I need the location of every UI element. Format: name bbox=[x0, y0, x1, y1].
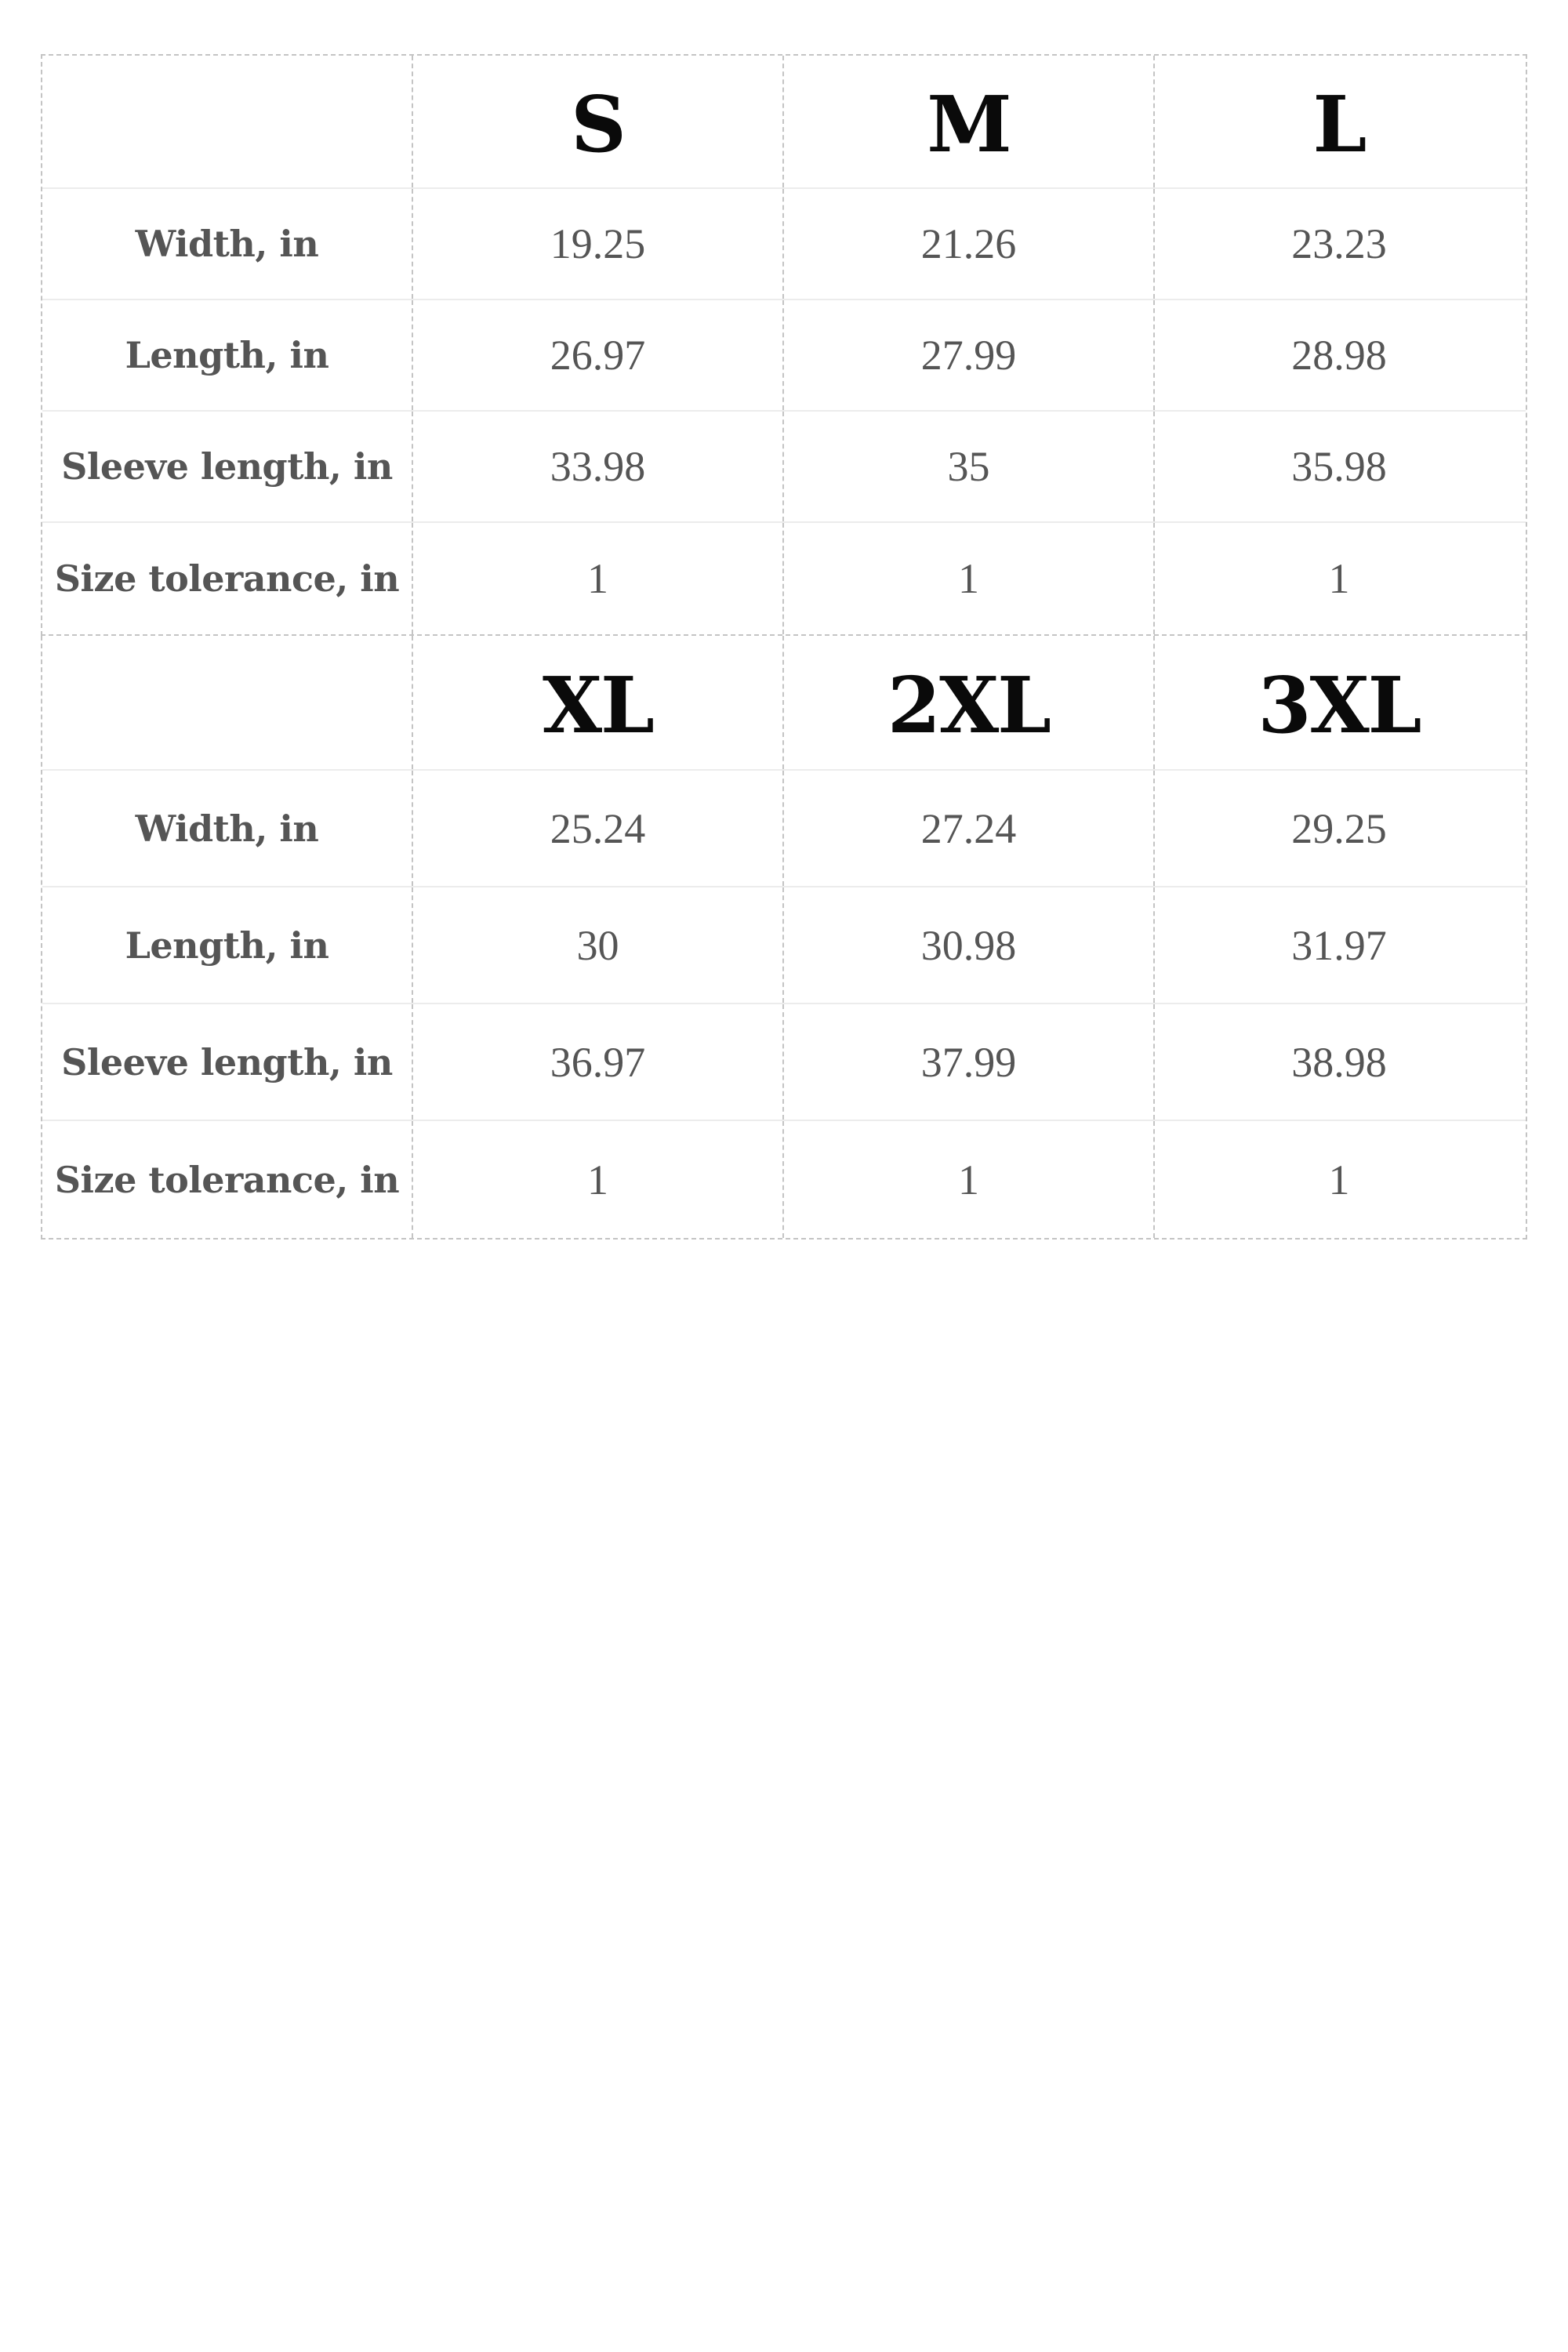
value-m-length: 27.99 bbox=[920, 332, 1017, 379]
value-3xl-sleeve-length: 38.98 bbox=[1291, 1038, 1387, 1086]
table-row-length bbox=[42, 887, 1526, 1004]
row-label-cell bbox=[42, 887, 413, 1003]
value-cell bbox=[413, 523, 784, 634]
row-label-sleeve-length: Sleeve length, in bbox=[61, 445, 393, 488]
row-label-width: Width, in bbox=[135, 223, 319, 265]
table-row-width bbox=[42, 771, 1526, 887]
value-cell bbox=[413, 887, 784, 1003]
table-row-size-tolerance bbox=[42, 523, 1526, 634]
size-chart-table bbox=[41, 54, 1527, 1240]
value-l-length: 28.98 bbox=[1291, 332, 1387, 379]
value-cell bbox=[784, 189, 1155, 299]
value-cell bbox=[1155, 1121, 1523, 1238]
value-cell bbox=[413, 189, 784, 299]
size-header-row bbox=[42, 636, 1526, 771]
value-cell bbox=[784, 1121, 1155, 1238]
value-s-length: 26.97 bbox=[550, 332, 646, 379]
size-label-l: L bbox=[1312, 79, 1366, 170]
corner-cell bbox=[42, 636, 413, 769]
value-cell bbox=[413, 771, 784, 886]
value-cell bbox=[784, 300, 1155, 410]
row-label-cell bbox=[42, 300, 413, 410]
value-3xl-length: 31.97 bbox=[1291, 921, 1387, 969]
value-xl-width: 25.24 bbox=[550, 804, 646, 852]
row-label-length: Length, in bbox=[125, 924, 329, 967]
row-label-cell bbox=[42, 523, 413, 634]
size-header-cell bbox=[1155, 636, 1523, 769]
value-cell bbox=[1155, 771, 1523, 886]
table-row-size-tolerance bbox=[42, 1121, 1526, 1238]
value-cell bbox=[784, 771, 1155, 886]
table-row-sleeve-length bbox=[42, 412, 1526, 523]
row-label-cell bbox=[42, 189, 413, 299]
value-cell bbox=[1155, 887, 1523, 1003]
value-3xl-width: 29.25 bbox=[1291, 804, 1387, 852]
row-label-width: Width, in bbox=[135, 807, 319, 850]
value-3xl-size-tolerance: 1 bbox=[1328, 1156, 1350, 1203]
size-header-cell bbox=[413, 636, 784, 769]
value-2xl-size-tolerance: 1 bbox=[958, 1156, 979, 1203]
table-row-length bbox=[42, 300, 1526, 412]
table-row-width bbox=[42, 189, 1526, 300]
value-cell bbox=[413, 1121, 784, 1238]
value-cell bbox=[1155, 412, 1523, 521]
value-2xl-length: 30.98 bbox=[920, 921, 1017, 969]
size-label-m: M bbox=[927, 79, 1011, 170]
value-2xl-sleeve-length: 37.99 bbox=[920, 1038, 1017, 1086]
size-label-2xl: 2XL bbox=[887, 660, 1051, 751]
value-cell bbox=[1155, 1004, 1523, 1120]
row-label-cell bbox=[42, 1121, 413, 1238]
size-header-cell bbox=[784, 636, 1155, 769]
value-cell bbox=[784, 412, 1155, 521]
value-m-width: 21.26 bbox=[920, 220, 1017, 267]
value-2xl-width: 27.24 bbox=[920, 804, 1017, 852]
size-block-xl-2xl-3xl bbox=[41, 636, 1527, 1240]
size-label-s: S bbox=[571, 79, 625, 170]
value-cell bbox=[1155, 189, 1523, 299]
size-header-row bbox=[42, 56, 1526, 189]
row-label-cell bbox=[42, 1004, 413, 1120]
value-cell bbox=[1155, 523, 1523, 634]
size-header-cell bbox=[784, 56, 1155, 187]
value-cell bbox=[413, 412, 784, 521]
value-xl-sleeve-length: 36.97 bbox=[550, 1038, 646, 1086]
value-cell bbox=[413, 300, 784, 410]
row-label-cell bbox=[42, 412, 413, 521]
value-cell bbox=[784, 523, 1155, 634]
value-l-sleeve-length: 35.98 bbox=[1291, 443, 1387, 490]
value-cell bbox=[1155, 300, 1523, 410]
size-header-cell bbox=[413, 56, 784, 187]
corner-cell bbox=[42, 56, 413, 187]
value-l-size-tolerance: 1 bbox=[1328, 555, 1350, 602]
value-cell bbox=[413, 1004, 784, 1120]
value-s-size-tolerance: 1 bbox=[587, 555, 608, 602]
size-header-cell bbox=[1155, 56, 1523, 187]
value-s-sleeve-length: 33.98 bbox=[550, 443, 646, 490]
row-label-length: Length, in bbox=[125, 334, 329, 376]
table-row-sleeve-length bbox=[42, 1004, 1526, 1121]
value-cell bbox=[784, 887, 1155, 1003]
value-xl-length: 30 bbox=[576, 921, 619, 969]
value-xl-size-tolerance: 1 bbox=[587, 1156, 608, 1203]
value-m-size-tolerance: 1 bbox=[958, 555, 979, 602]
row-label-cell bbox=[42, 771, 413, 886]
row-label-size-tolerance: Size tolerance, in bbox=[54, 557, 400, 600]
value-l-width: 23.23 bbox=[1291, 220, 1387, 267]
row-label-size-tolerance: Size tolerance, in bbox=[54, 1158, 400, 1201]
size-label-xl: XL bbox=[543, 660, 653, 751]
size-label-3xl: 3XL bbox=[1258, 660, 1421, 751]
row-label-sleeve-length: Sleeve length, in bbox=[61, 1040, 393, 1083]
value-m-sleeve-length: 35 bbox=[947, 443, 990, 490]
size-block-s-m-l bbox=[41, 54, 1527, 636]
value-s-width: 19.25 bbox=[550, 220, 646, 267]
value-cell bbox=[784, 1004, 1155, 1120]
